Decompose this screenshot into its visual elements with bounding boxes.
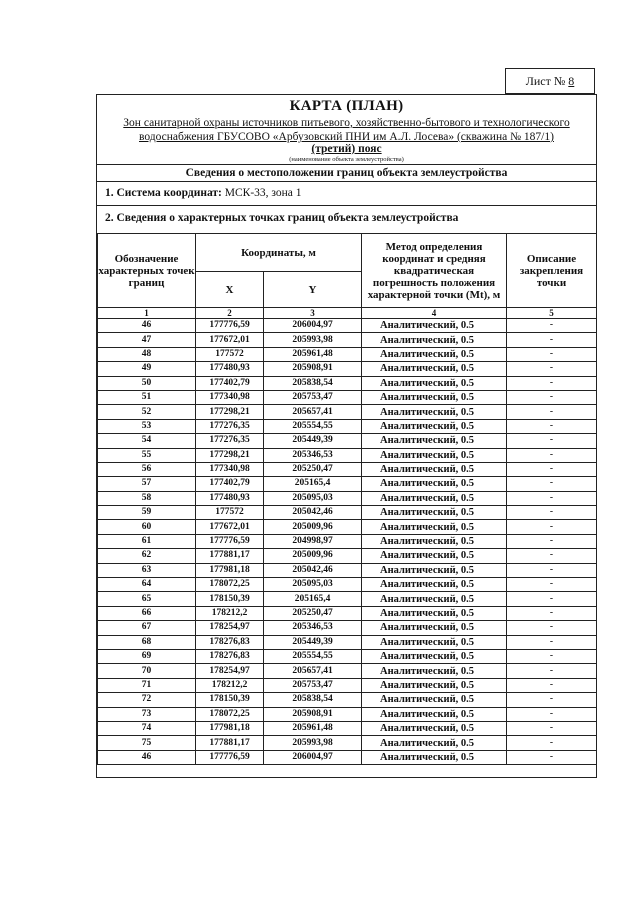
col-header-point: Обозначение характерных точек границ xyxy=(98,234,196,308)
x-coord-cell: 177276,35 xyxy=(196,434,264,448)
description-cell: - xyxy=(507,362,597,376)
y-coord-cell: 205554,55 xyxy=(264,419,362,433)
table-row xyxy=(98,506,597,520)
method-cell: Аналитический, 0.5 xyxy=(362,390,507,404)
y-coord-cell: 205250,47 xyxy=(264,462,362,476)
table-row xyxy=(98,477,597,491)
description-cell: - xyxy=(507,347,597,361)
table-row xyxy=(98,534,597,548)
description-cell: - xyxy=(507,405,597,419)
point-id-cell: 47 xyxy=(98,333,196,347)
y-coord-cell: 205165,4 xyxy=(264,592,362,606)
table-row xyxy=(98,693,597,707)
description-cell: - xyxy=(507,635,597,649)
method-cell: Аналитический, 0.5 xyxy=(362,635,507,649)
method-cell: Аналитический, 0.5 xyxy=(362,333,507,347)
method-cell: Аналитический, 0.5 xyxy=(362,721,507,735)
subtitle-line-1: Зон санитарной охраны источников питьевого, хозяйственно-бытового и технологического xyxy=(123,117,570,129)
table-body xyxy=(98,319,597,765)
method-cell: Аналитический, 0.5 xyxy=(362,693,507,707)
description-cell: - xyxy=(507,549,597,563)
zone-belt: (третий) пояс xyxy=(311,143,382,155)
y-coord-cell: 206004,97 xyxy=(264,750,362,764)
method-cell: Аналитический, 0.5 xyxy=(362,563,507,577)
description-cell: - xyxy=(507,693,597,707)
table-row xyxy=(98,362,597,376)
point-id-cell: 57 xyxy=(98,477,196,491)
y-coord-cell: 205042,46 xyxy=(264,563,362,577)
y-coord-cell: 205346,53 xyxy=(264,448,362,462)
method-cell: Аналитический, 0.5 xyxy=(362,621,507,635)
point-id-cell: 66 xyxy=(98,606,196,620)
description-cell: - xyxy=(507,462,597,476)
point-id-cell: 46 xyxy=(98,750,196,764)
coord-system xyxy=(105,187,302,199)
sheet-label: Лист № xyxy=(525,74,566,88)
y-coord-cell: 205908,91 xyxy=(264,362,362,376)
description-cell: - xyxy=(507,736,597,750)
x-coord-cell: 177340,98 xyxy=(196,462,264,476)
description-cell: - xyxy=(507,707,597,721)
method-cell: Аналитический, 0.5 xyxy=(362,578,507,592)
description-cell: - xyxy=(507,664,597,678)
method-cell: Аналитический, 0.5 xyxy=(362,750,507,764)
point-id-cell: 48 xyxy=(98,347,196,361)
y-coord-cell: 205838,54 xyxy=(264,693,362,707)
method-cell: Аналитический, 0.5 xyxy=(362,707,507,721)
point-id-cell: 55 xyxy=(98,448,196,462)
x-coord-cell: 177776,59 xyxy=(196,534,264,548)
method-cell: Аналитический, 0.5 xyxy=(362,448,507,462)
points-section-title: 2. Сведения о характерных точках границ объекта землеустройства xyxy=(105,212,459,224)
point-id-cell: 72 xyxy=(98,693,196,707)
divider xyxy=(97,205,596,206)
x-coord-cell: 177672,01 xyxy=(196,520,264,534)
index-cell: 3 xyxy=(264,308,362,319)
description-cell: - xyxy=(507,448,597,462)
method-cell: Аналитический, 0.5 xyxy=(362,477,507,491)
table-row xyxy=(98,434,597,448)
description-cell: - xyxy=(507,534,597,548)
y-coord-cell: 205095,03 xyxy=(264,491,362,505)
description-cell: - xyxy=(507,333,597,347)
method-cell: Аналитический, 0.5 xyxy=(362,419,507,433)
point-id-cell: 58 xyxy=(98,491,196,505)
description-cell: - xyxy=(507,520,597,534)
method-cell: Аналитический, 0.5 xyxy=(362,736,507,750)
table-row xyxy=(98,678,597,692)
description-cell: - xyxy=(507,477,597,491)
point-id-cell: 73 xyxy=(98,707,196,721)
method-cell: Аналитический, 0.5 xyxy=(362,549,507,563)
y-coord-cell: 205250,47 xyxy=(264,606,362,620)
description-cell: - xyxy=(507,491,597,505)
method-cell: Аналитический, 0.5 xyxy=(362,347,507,361)
point-id-cell: 61 xyxy=(98,534,196,548)
point-id-cell: 65 xyxy=(98,592,196,606)
point-id-cell: 74 xyxy=(98,721,196,735)
method-cell: Аналитический, 0.5 xyxy=(362,506,507,520)
x-coord-cell: 177572 xyxy=(196,347,264,361)
y-coord-cell: 205657,41 xyxy=(264,405,362,419)
x-coord-cell: 177276,35 xyxy=(196,419,264,433)
method-cell: Аналитический, 0.5 xyxy=(362,649,507,663)
y-coord-cell: 205993,98 xyxy=(264,736,362,750)
x-coord-cell: 178254,97 xyxy=(196,664,264,678)
table-row xyxy=(98,319,597,333)
document-title: КАРТА (ПЛАН) xyxy=(289,98,404,114)
y-coord-cell: 205961,48 xyxy=(264,347,362,361)
y-coord-cell: 205753,47 xyxy=(264,390,362,404)
description-cell: - xyxy=(507,506,597,520)
y-coord-cell: 205009,96 xyxy=(264,549,362,563)
point-id-cell: 46 xyxy=(98,319,196,333)
method-cell: Аналитический, 0.5 xyxy=(362,534,507,548)
description-cell: - xyxy=(507,434,597,448)
table-row xyxy=(98,333,597,347)
index-cell: 1 xyxy=(98,308,196,319)
divider xyxy=(97,164,596,165)
point-id-cell: 75 xyxy=(98,736,196,750)
divider xyxy=(97,181,596,182)
x-coord-cell: 178072,25 xyxy=(196,578,264,592)
y-coord-cell: 205346,53 xyxy=(264,621,362,635)
x-coord-cell: 177776,59 xyxy=(196,319,264,333)
x-coord-cell: 177480,93 xyxy=(196,362,264,376)
table-row xyxy=(98,405,597,419)
method-cell: Аналитический, 0.5 xyxy=(362,434,507,448)
point-id-cell: 50 xyxy=(98,376,196,390)
point-id-cell: 53 xyxy=(98,419,196,433)
y-coord-cell: 205042,46 xyxy=(264,506,362,520)
description-cell: - xyxy=(507,606,597,620)
point-id-cell: 69 xyxy=(98,649,196,663)
y-coord-cell: 205449,39 xyxy=(264,434,362,448)
y-coord-cell: 205095,03 xyxy=(264,578,362,592)
method-cell: Аналитический, 0.5 xyxy=(362,520,507,534)
point-id-cell: 67 xyxy=(98,621,196,635)
method-cell: Аналитический, 0.5 xyxy=(362,592,507,606)
y-coord-cell: 205908,91 xyxy=(264,707,362,721)
x-coord-cell: 177402,79 xyxy=(196,477,264,491)
table-row xyxy=(98,606,597,620)
table-row xyxy=(98,578,597,592)
point-id-cell: 71 xyxy=(98,678,196,692)
y-coord-cell: 205657,41 xyxy=(264,664,362,678)
table-row xyxy=(98,491,597,505)
y-coord-cell: 205009,96 xyxy=(264,520,362,534)
sheet-number-box xyxy=(505,68,595,94)
point-id-cell: 54 xyxy=(98,434,196,448)
index-cell: 5 xyxy=(507,308,597,319)
y-coord-cell: 206004,97 xyxy=(264,319,362,333)
point-id-cell: 62 xyxy=(98,549,196,563)
method-cell: Аналитический, 0.5 xyxy=(362,491,507,505)
x-coord-cell: 178150,39 xyxy=(196,693,264,707)
table-row xyxy=(98,390,597,404)
index-cell: 2 xyxy=(196,308,264,319)
y-coord-cell: 205165,4 xyxy=(264,477,362,491)
point-id-cell: 60 xyxy=(98,520,196,534)
table-row xyxy=(98,635,597,649)
table-row xyxy=(98,707,597,721)
description-cell: - xyxy=(507,592,597,606)
x-coord-cell: 177981,18 xyxy=(196,563,264,577)
section-title: Сведения о местоположении границ объекта землеустройства xyxy=(185,167,508,179)
table-row xyxy=(98,347,597,361)
subtitle-line-2: водоснабжения ГБУСОВО «Арбузовский ПНИ им А.Л. Лосева» (скважина № 187/1) xyxy=(139,131,554,143)
table-row xyxy=(98,649,597,663)
point-id-cell: 59 xyxy=(98,506,196,520)
table-row xyxy=(98,549,597,563)
object-caption: (наименование объекта землеустройства) xyxy=(289,156,404,163)
col-header-y: Y xyxy=(264,272,362,308)
table-row xyxy=(98,592,597,606)
point-id-cell: 70 xyxy=(98,664,196,678)
x-coord-cell: 177402,79 xyxy=(196,376,264,390)
point-id-cell: 51 xyxy=(98,390,196,404)
y-coord-cell: 205961,48 xyxy=(264,721,362,735)
point-id-cell: 68 xyxy=(98,635,196,649)
point-id-cell: 49 xyxy=(98,362,196,376)
table-row xyxy=(98,664,597,678)
x-coord-cell: 178212,2 xyxy=(196,678,264,692)
method-cell: Аналитический, 0.5 xyxy=(362,376,507,390)
x-coord-cell: 178276,83 xyxy=(196,635,264,649)
col-header-description: Описание закрепления точки xyxy=(507,234,597,308)
x-coord-cell: 177298,21 xyxy=(196,405,264,419)
x-coord-cell: 177881,17 xyxy=(196,736,264,750)
map-plan-form xyxy=(96,94,597,778)
x-coord-cell: 177572 xyxy=(196,506,264,520)
index-cell: 4 xyxy=(362,308,507,319)
y-coord-cell: 204998,97 xyxy=(264,534,362,548)
point-id-cell: 64 xyxy=(98,578,196,592)
table-row xyxy=(98,621,597,635)
document-subtitle xyxy=(97,116,596,144)
x-coord-cell: 178150,39 xyxy=(196,592,264,606)
x-coord-cell: 177672,01 xyxy=(196,333,264,347)
description-cell: - xyxy=(507,578,597,592)
col-header-x: X xyxy=(196,272,264,308)
x-coord-cell: 178212,2 xyxy=(196,606,264,620)
table-row xyxy=(98,448,597,462)
table-row xyxy=(98,750,597,764)
col-header-method: Метод определения координат и средняя квадратическая погрешность положения характерной точки (Mt), м xyxy=(362,234,507,308)
description-cell: - xyxy=(507,621,597,635)
x-coord-cell: 178072,25 xyxy=(196,707,264,721)
x-coord-cell: 178276,83 xyxy=(196,649,264,663)
description-cell: - xyxy=(507,376,597,390)
x-coord-cell: 177480,93 xyxy=(196,491,264,505)
col-header-coords: Координаты, м xyxy=(196,234,362,272)
table-row xyxy=(98,462,597,476)
table-row xyxy=(98,520,597,534)
y-coord-cell: 205993,98 xyxy=(264,333,362,347)
x-coord-cell: 178254,97 xyxy=(196,621,264,635)
x-coord-cell: 177881,17 xyxy=(196,549,264,563)
table-row xyxy=(98,376,597,390)
method-cell: Аналитический, 0.5 xyxy=(362,362,507,376)
y-coord-cell: 205449,39 xyxy=(264,635,362,649)
y-coord-cell: 205838,54 xyxy=(264,376,362,390)
description-cell: - xyxy=(507,319,597,333)
description-cell: - xyxy=(507,750,597,764)
boundary-points-table xyxy=(97,233,597,765)
method-cell: Аналитический, 0.5 xyxy=(362,319,507,333)
coord-system-label: 1. Система координат: xyxy=(105,187,222,199)
method-cell: Аналитический, 0.5 xyxy=(362,678,507,692)
method-cell: Аналитический, 0.5 xyxy=(362,405,507,419)
description-cell: - xyxy=(507,678,597,692)
description-cell: - xyxy=(507,390,597,404)
description-cell: - xyxy=(507,649,597,663)
method-cell: Аналитический, 0.5 xyxy=(362,462,507,476)
point-id-cell: 63 xyxy=(98,563,196,577)
x-coord-cell: 177340,98 xyxy=(196,390,264,404)
table-row xyxy=(98,736,597,750)
table-row xyxy=(98,419,597,433)
method-cell: Аналитический, 0.5 xyxy=(362,606,507,620)
point-id-cell: 52 xyxy=(98,405,196,419)
method-cell: Аналитический, 0.5 xyxy=(362,664,507,678)
x-coord-cell: 177776,59 xyxy=(196,750,264,764)
description-cell: - xyxy=(507,563,597,577)
x-coord-cell: 177298,21 xyxy=(196,448,264,462)
table-row xyxy=(98,563,597,577)
description-cell: - xyxy=(507,419,597,433)
sheet-number: 8 xyxy=(568,74,575,88)
point-id-cell: 56 xyxy=(98,462,196,476)
y-coord-cell: 205753,47 xyxy=(264,678,362,692)
y-coord-cell: 205554,55 xyxy=(264,649,362,663)
x-coord-cell: 177981,18 xyxy=(196,721,264,735)
description-cell: - xyxy=(507,721,597,735)
table-row xyxy=(98,721,597,735)
coord-system-value: МСК-33, зона 1 xyxy=(224,187,302,199)
